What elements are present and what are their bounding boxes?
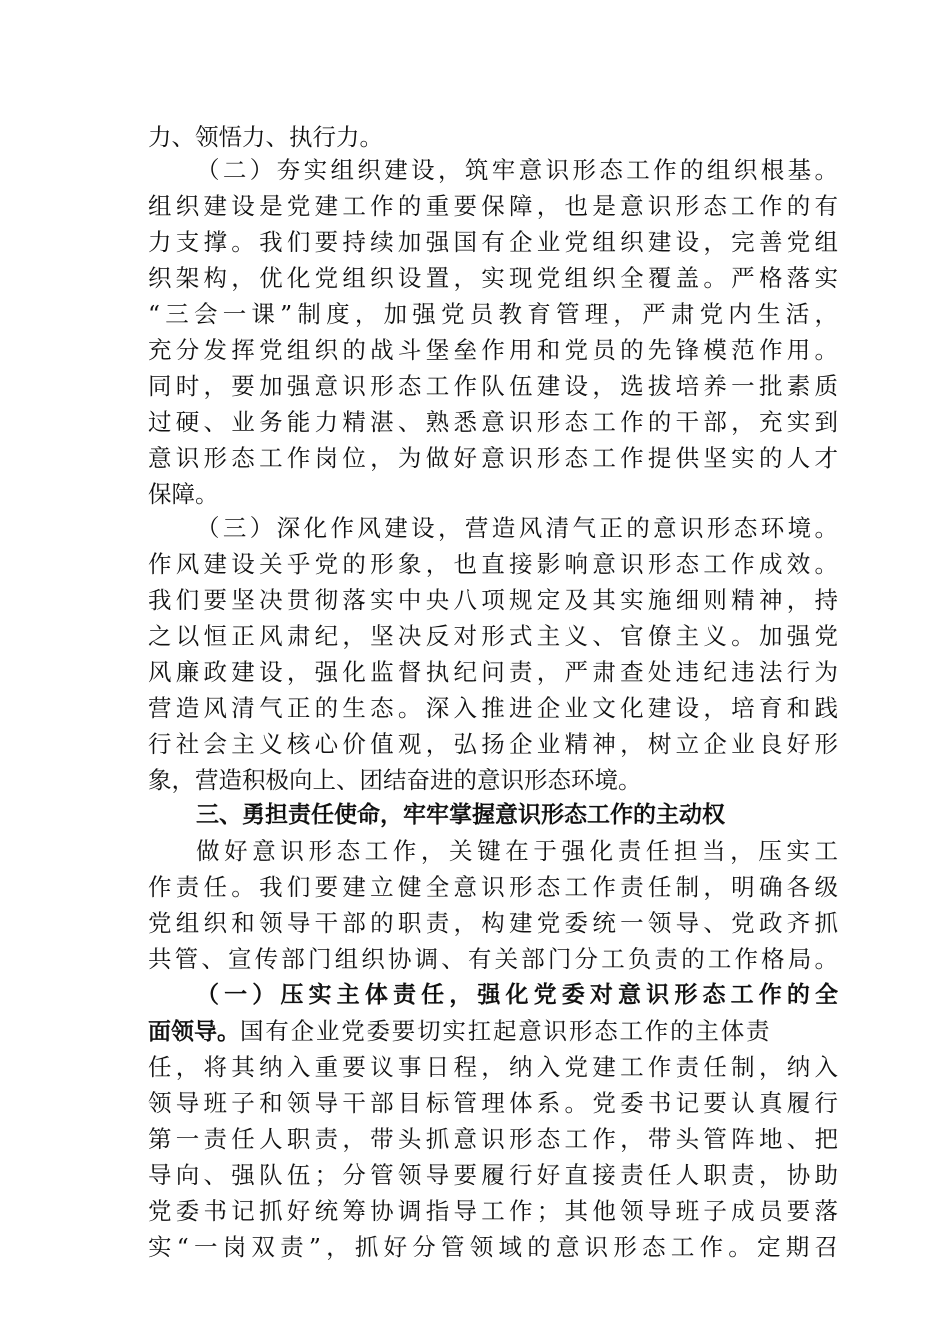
paragraph-line-mixed <box>148 1011 838 1051</box>
section-heading: 三、勇担责任使命，牢牢掌握意识形态工作的主动权 <box>196 802 725 828</box>
paragraph-line: 象，营造积极向上、团结奋进的意识形态环境。 <box>148 766 642 794</box>
paragraph-line: 我们要坚决贯彻落实中央八项规定及其实施细则精神，持 <box>148 586 838 614</box>
paragraph-line: 风廉政建设，强化监督执纪问责，严肃查处违纪违法行为 <box>148 658 838 686</box>
paragraph-line: 第一责任人职责，带头抓意识形态工作，带头管阵地、把 <box>148 1125 838 1153</box>
paragraph-line: 任，将其纳入重要议事日程，纳入党建工作责任制，纳入 <box>148 1053 838 1081</box>
paragraph-line: 力支撑。我们要持续加强国有企业党组织建设，完善党组 <box>148 228 838 256</box>
paragraph-line: 力、领悟力、执行力。 <box>148 123 383 151</box>
subsection-heading-line: （二）夯实组织建设，筑牢意识形态工作的组织根基。 <box>196 156 838 184</box>
subsection-heading-line: （一）压实主体责任，强化党委对意识形态工作的全 <box>196 982 838 1008</box>
paragraph-line: 共管、宣传部门组织协调、有关部门分工负责的工作格局。 <box>148 945 838 973</box>
paragraph-line: 之以恒正风肃纪，坚决反对形式主义、官僚主义。加强党 <box>148 622 838 650</box>
paragraph-line: 做好意识形态工作，关键在于强化责任担当，压实工 <box>196 837 838 865</box>
paragraph-line: 过硬、业务能力精湛、熟悉意识形态工作的干部，充实到 <box>148 408 838 436</box>
paragraph-line: 保障。 <box>148 480 219 508</box>
subsection-heading-tail: 面领导。 <box>148 1019 240 1045</box>
subsection-heading-line: （三）深化作风建设，营造风清气正的意识形态环境。 <box>196 514 838 542</box>
paragraph-line: 组织建设是党建工作的重要保障，也是意识形态工作的有 <box>148 192 838 220</box>
paragraph-line: “三会一课”制度，加强党员教育管理，严肃党内生活， <box>148 300 838 328</box>
paragraph-line: 实“一岗双责”，抓好分管领域的意识形态工作。定期召 <box>148 1233 838 1261</box>
paragraph-text: 国有企业党委要切实扛起意识形态工作的主体责 <box>240 1017 772 1045</box>
paragraph-line: 充分发挥党组织的战斗堡垒作用和党员的先锋模范作用。 <box>148 336 838 364</box>
paragraph-line: 党委书记抓好统筹协调指导工作；其他领导班子成员要落 <box>148 1197 838 1225</box>
paragraph-line: 导向、强队伍；分管领导要履行好直接责任人职责，协助 <box>148 1161 838 1189</box>
paragraph-line: 领导班子和领导干部目标管理体系。党委书记要认真履行 <box>148 1089 838 1117</box>
paragraph-line: 党组织和领导干部的职责，构建党委统一领导、党政齐抓 <box>148 909 838 937</box>
paragraph-line: 作责任。我们要建立健全意识形态工作责任制，明确各级 <box>148 873 838 901</box>
paragraph-line: 织架构，优化党组织设置，实现党组织全覆盖。严格落实 <box>148 264 838 292</box>
paragraph-line: 营造风清气正的生态。深入推进企业文化建设，培育和践 <box>148 694 838 722</box>
paragraph-line: 行社会主义核心价值观，弘扬企业精神，树立企业良好形 <box>148 730 838 758</box>
paragraph-line: 意识形态工作岗位，为做好意识形态工作提供坚实的人才 <box>148 444 838 472</box>
paragraph-line: 作风建设关乎党的形象，也直接影响意识形态工作成效。 <box>148 550 838 578</box>
paragraph-line: 同时，要加强意识形态工作队伍建设，选拔培养一批素质 <box>148 372 838 400</box>
